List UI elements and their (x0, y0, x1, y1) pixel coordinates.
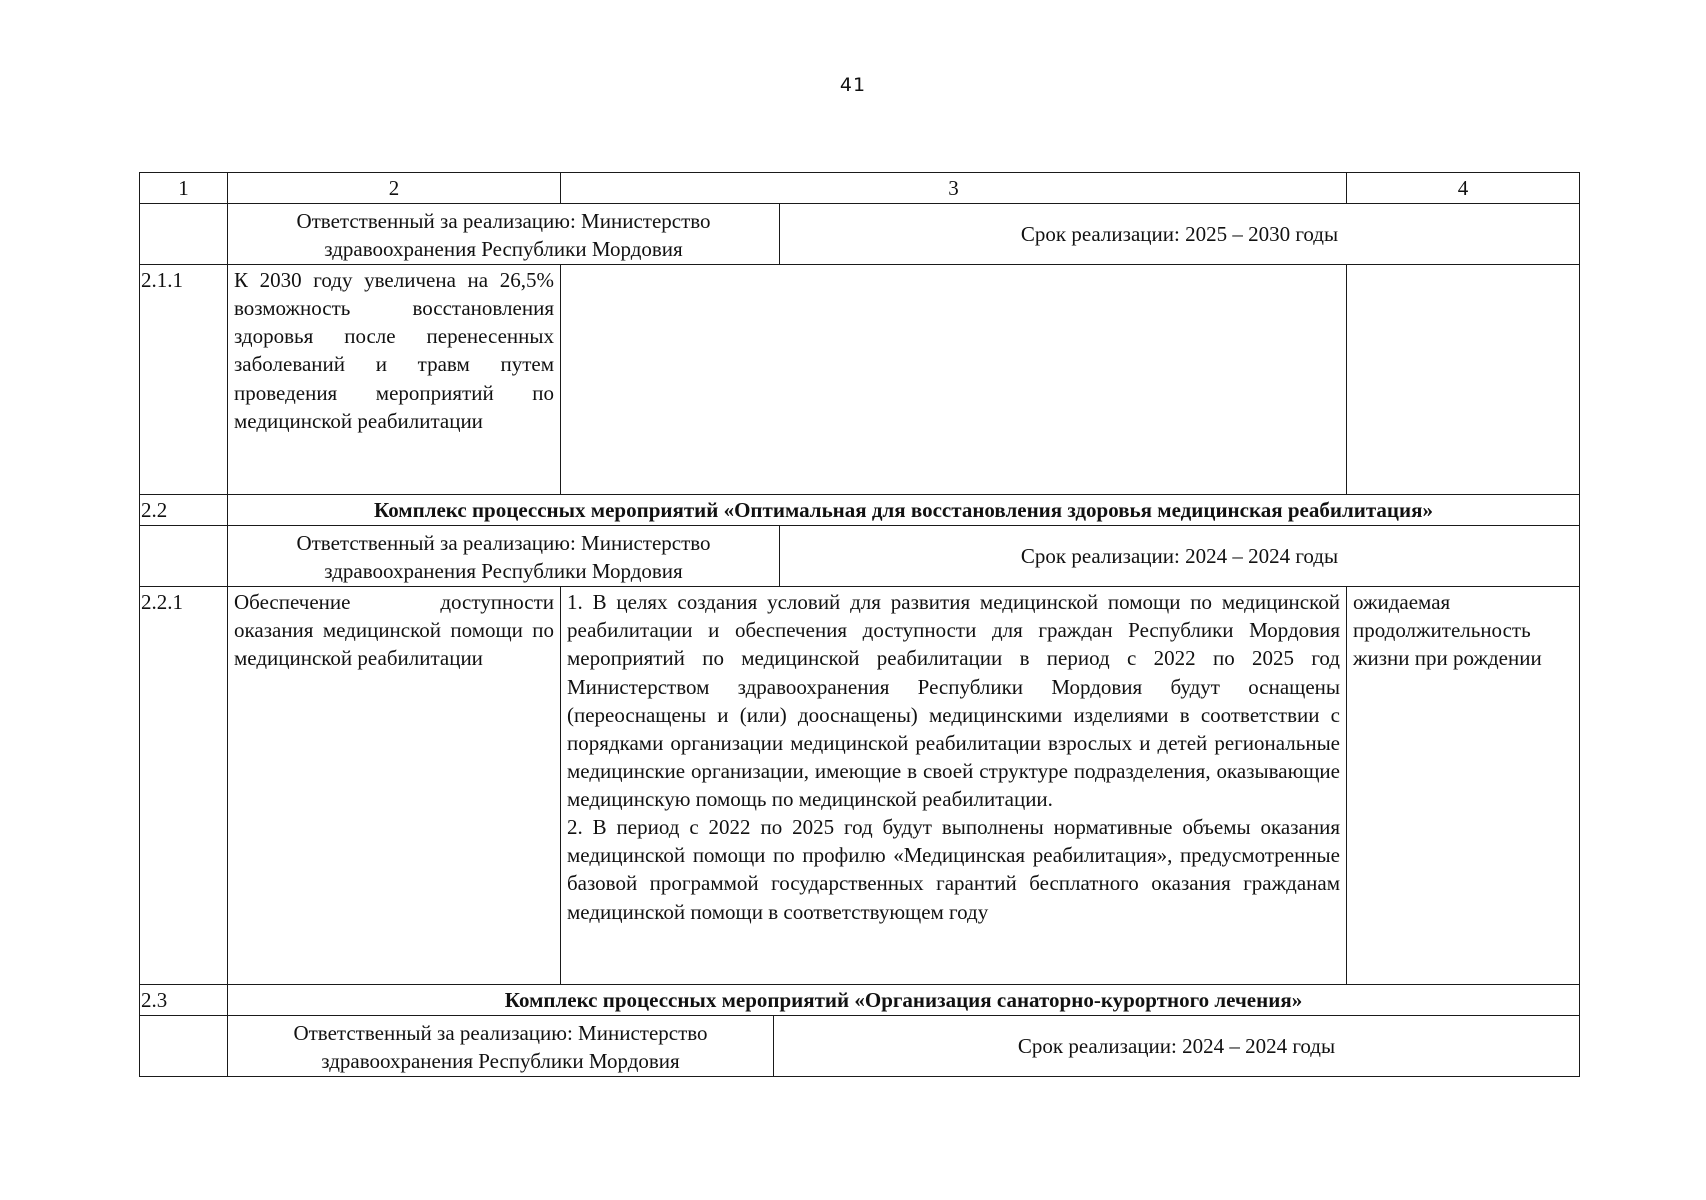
task-row (140, 265, 1580, 495)
page-number: 41 (839, 74, 867, 96)
task-number: 2.2.1 (140, 587, 228, 985)
section-row (140, 985, 1580, 1016)
responsibility-cell (228, 1016, 1580, 1077)
column-number-4: 4 (1347, 173, 1580, 204)
description-paragraph-1: 1. В целях создания условий для развития медицинской помощи по медицинской реабилитации и обеспечения доступности для граждан Республики Мордовия мероприятий по медицинской реабилитации в период с 2022 по 2025 год Министерством здравоохранения Республики Мордовия будут оснащены (переоснащены и (или) дооснащены) медицинскими изделиями в соответствии с порядками организации медицинской реабилитации взрослых и детей региональные медицинские организации, имеющие в своей структуре подразделения, оказывающие медицинскую помощь по медицинской реабилитации. (567, 590, 1340, 811)
responsibility-cell (228, 526, 1580, 587)
responsibility-cell (228, 204, 1580, 265)
column-number-2: 2 (228, 173, 561, 204)
period-text: Срок реализации: 2024 – 2024 годы (1017, 1034, 1336, 1059)
section-row (140, 495, 1580, 526)
responsibility-row (140, 204, 1580, 265)
responsibility-row (140, 526, 1580, 587)
period-text: Срок реализации: 2024 – 2024 годы (1020, 544, 1339, 569)
period-text: Срок реализации: 2025 – 2030 годы (1020, 221, 1339, 246)
task-text: Обеспечение доступности оказания медицинской помощи по медицинской реабилитации (228, 587, 561, 985)
responsible-text: Ответственный за реализацию: Министерство здравоохранения Республики Мордовия (228, 204, 780, 264)
task-row (140, 587, 1580, 985)
program-table (139, 172, 1580, 1077)
empty-number-cell (140, 1016, 228, 1077)
column-number-1: 1 (140, 173, 228, 204)
task-text: К 2030 году увеличена на 26,5% возможность восстановления здоровья после перенесенных заболеваний и травм путем проведения мероприятий по медицинской реабилитации (228, 265, 561, 495)
section-title: Комплекс процессных мероприятий «Оптимальная для восстановления здоровья медицинская реабилитация» (228, 495, 1580, 526)
empty-number-cell (140, 204, 228, 265)
task-description (561, 265, 1347, 495)
task-indicator (1347, 265, 1580, 495)
section-number: 2.2 (140, 495, 228, 526)
section-number: 2.3 (140, 985, 228, 1016)
responsible-text: Ответственный за реализацию: Министерство здравоохранения Республики Мордовия (228, 526, 780, 586)
column-number-row (140, 173, 1580, 204)
responsible-text: Ответственный за реализацию: Министерство здравоохранения Республики Мордовия (228, 1016, 774, 1076)
description-paragraph-2: 2. В период с 2022 по 2025 год будут выполнены нормативные объемы оказания медицинской помощи по профилю «Медицинская реабилитация», предусмотренные базовой программой государственных гарантий бесплатного оказания гражданам медицинской помощи в соответствующем году (567, 815, 1340, 924)
empty-number-cell (140, 526, 228, 587)
column-number-3: 3 (561, 173, 1347, 204)
task-number: 2.1.1 (140, 265, 228, 495)
task-description (561, 587, 1347, 985)
task-indicator: ожидаемая продолжительность жизни при рождении (1347, 587, 1580, 985)
responsibility-row (140, 1016, 1580, 1077)
section-title: Комплекс процессных мероприятий «Организация санаторно-курортного лечения» (228, 985, 1580, 1016)
